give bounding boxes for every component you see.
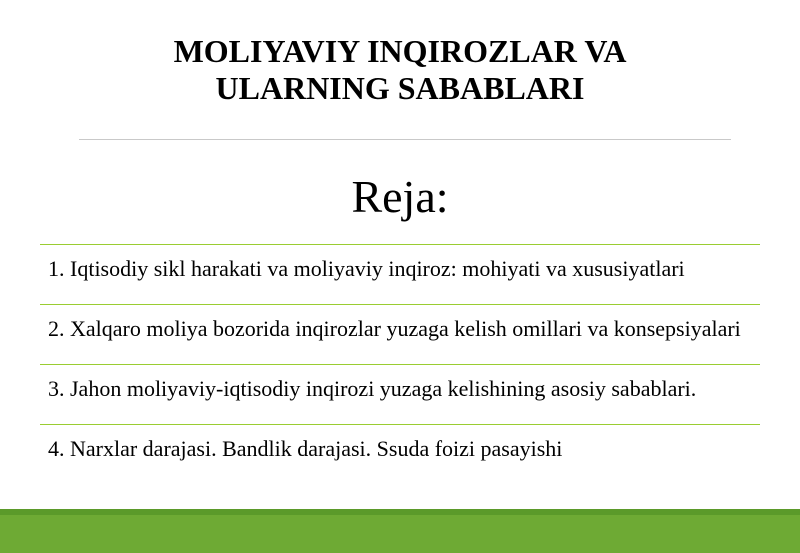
plan-item-3: 3. Jahon moliyaviy-iqtisodiy inqirozi yuzaga kelishining asosiy sabablari. xyxy=(40,364,760,424)
footer-band xyxy=(0,509,800,553)
plan-item-2: 2. Xalqaro moliya bozorida inqirozlar yuzaga kelish omillari va konsepsiyalari xyxy=(40,304,760,364)
plan-list xyxy=(40,244,760,484)
plan-item-1: 1. Iqtisodiy sikl harakati va moliyaviy inqiroz: mohiyati va xususiyatlari xyxy=(40,244,760,304)
footer-band-accent xyxy=(0,509,800,515)
slide-title-line-1: MOLIYAVIY INQIROZLAR VA xyxy=(173,33,627,69)
title-separator xyxy=(79,139,731,140)
slide-title xyxy=(0,33,800,107)
plan-item-4: 4. Narxlar darajasi. Bandlik darajasi. Ssuda foizi pasayishi xyxy=(40,424,760,484)
slide-title-line-2: ULARNING SABABLARI xyxy=(215,70,585,106)
plan-heading: Reja: xyxy=(351,171,449,222)
